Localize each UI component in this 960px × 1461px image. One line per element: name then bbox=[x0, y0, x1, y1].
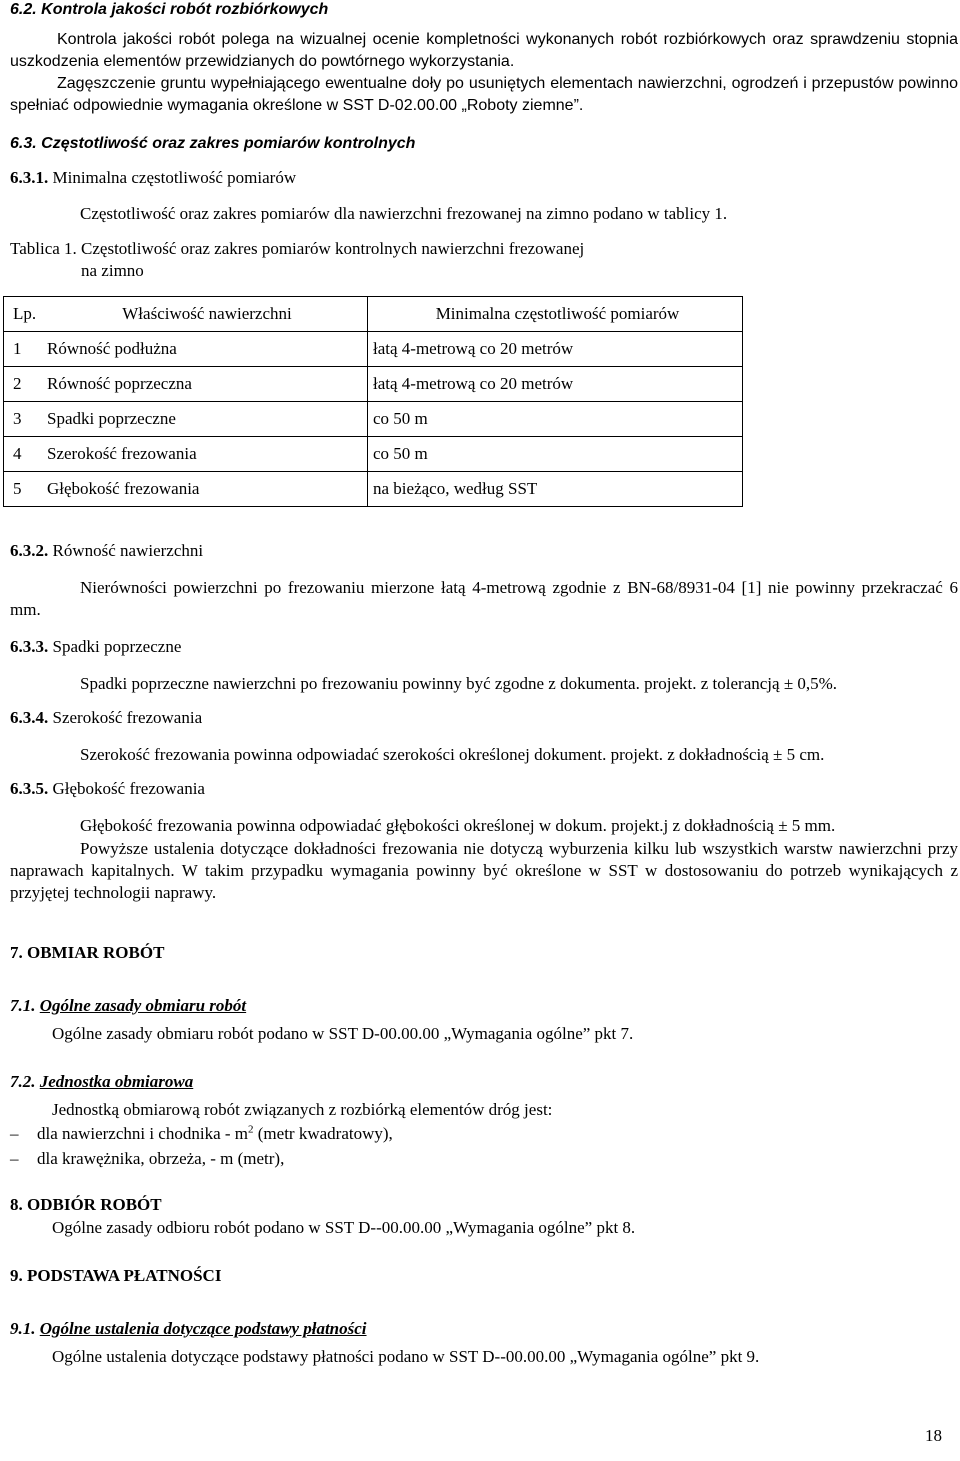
paragraph-7-1: Ogólne zasady obmiaru robót podano w SST D-00.00.00 „Wymagania ogólne” pkt 7. bbox=[52, 1024, 634, 1043]
list-item bbox=[10, 1123, 393, 1145]
heading-section-8: 8. ODBIÓR ROBÓT bbox=[10, 1195, 162, 1214]
table-caption bbox=[10, 238, 958, 282]
header-property: Właściwość nawierzchni bbox=[47, 297, 368, 332]
measurement-table bbox=[3, 296, 743, 507]
heading-section-7: 7. OBMIAR ROBÓT bbox=[10, 943, 165, 962]
cell-property: Szerokość frezowania bbox=[47, 437, 368, 472]
heading-9-1 bbox=[10, 1318, 958, 1340]
cell-lp: 3 bbox=[4, 402, 48, 437]
table-caption-label: Tablica 1. bbox=[10, 239, 77, 258]
heading-7-1 bbox=[10, 995, 958, 1017]
heading-number: 7.1. bbox=[10, 996, 36, 1015]
subheading-6-3-4 bbox=[10, 707, 958, 729]
paragraph-8: Ogólne zasady odbioru robót podano w SST D--00.00.00 „Wymagania ogólne” pkt 8. bbox=[52, 1218, 636, 1237]
subheading-number: 6.3.2. bbox=[10, 541, 49, 560]
heading-number: 9.1. bbox=[10, 1319, 36, 1338]
dash-bullet: – bbox=[10, 1124, 19, 1143]
paragraph-6-2-soil-compaction: Zagęszczenie gruntu wypełniającego ewentualne doły po usuniętych elementach nawierzchni, ogrodzeń i przepustów powinno spełniać odpowiednie wymagania określone w SST D-02.00.00 „Roboty ziemne”. bbox=[10, 75, 958, 114]
table-header-row bbox=[4, 297, 743, 332]
subheading-6-3-1 bbox=[10, 167, 958, 189]
cell-property: Równość poprzeczna bbox=[47, 367, 368, 402]
subheading-title: Minimalna częstotliwość pomiarów bbox=[52, 168, 297, 187]
heading-6-2: 6.2. Kontrola jakości robót rozbiórkowych bbox=[10, 1, 329, 18]
subheading-title: Równość nawierzchni bbox=[52, 541, 204, 560]
cell-frequency: na bieżąco, według SST bbox=[368, 472, 743, 507]
table-row bbox=[4, 472, 743, 507]
subheading-6-3-3 bbox=[10, 636, 958, 658]
table-caption-line1: Częstotliwość oraz zakres pomiarów kontrolnych nawierzchni frezowanej bbox=[81, 239, 585, 258]
subheading-number: 6.3.3. bbox=[10, 637, 49, 656]
header-lp: Lp. bbox=[4, 297, 48, 332]
cell-frequency: łatą 4-metrową co 20 metrów bbox=[368, 367, 743, 402]
paragraph-9-1: Ogólne ustalenia dotyczące podstawy płatności podano w SST D--00.00.00 „Wymagania ogólne” pkt 9. bbox=[52, 1347, 760, 1366]
subheading-number: 6.3.1. bbox=[10, 168, 49, 187]
paragraph-6-2-quality-control: Kontrola jakości robót polega na wizualnej ocenie kompletności wykonanych robót rozbiórkowych oraz sprawdzeniu stopnia uszkodzenia elementów przewidzianych do powtórnego wykorzystania. bbox=[10, 31, 958, 70]
subheading-title: Głębokość frezowania bbox=[52, 779, 205, 798]
heading-6-3: 6.3. Częstotliwość oraz zakres pomiarów kontrolnych bbox=[10, 135, 416, 152]
cell-lp: 2 bbox=[4, 367, 48, 402]
table-row bbox=[4, 367, 743, 402]
list-item-tail: (metr kwadratowy), bbox=[253, 1124, 393, 1143]
heading-7-2 bbox=[10, 1071, 958, 1093]
table-row bbox=[4, 332, 743, 367]
subheading-number: 6.3.5. bbox=[10, 779, 49, 798]
superscript: 2 bbox=[248, 1123, 254, 1136]
paragraph-6-3-1: Częstotliwość oraz zakres pomiarów dla nawierzchni frezowanej na zimno podano w tablicy 1. bbox=[80, 204, 728, 223]
cell-frequency: co 50 m bbox=[368, 437, 743, 472]
subheading-title: Szerokość frezowania bbox=[52, 708, 203, 727]
page-number: 18 bbox=[925, 1426, 942, 1445]
cell-property: Spadki poprzeczne bbox=[47, 402, 368, 437]
list-item bbox=[10, 1148, 284, 1170]
header-frequency: Minimalna częstotliwość pomiarów bbox=[368, 297, 743, 332]
table-caption-line2: na zimno bbox=[81, 261, 144, 280]
heading-number: 7.2. bbox=[10, 1072, 36, 1091]
cell-lp: 4 bbox=[4, 437, 48, 472]
subheading-title: Spadki poprzeczne bbox=[52, 637, 182, 656]
paragraph-6-3-3: Spadki poprzeczne nawierzchni po frezowaniu powinny być zgodne z dokumenta. projekt. z tolerancją ± 0,5%. bbox=[80, 674, 838, 693]
dash-bullet: – bbox=[10, 1149, 19, 1168]
heading-title: Jednostka obmiarowa bbox=[39, 1072, 194, 1091]
cell-property: Równość podłużna bbox=[47, 332, 368, 367]
cell-property: Głębokość frezowania bbox=[47, 472, 368, 507]
heading-title: Ogólne ustalenia dotyczące podstawy płatności bbox=[39, 1319, 367, 1338]
cell-frequency: co 50 m bbox=[368, 402, 743, 437]
paragraph-7-2: Jednostką obmiarową robót związanych z rozbiórką elementów dróg jest: bbox=[52, 1100, 553, 1119]
paragraph-6-3-5-note: Powyższe ustalenia dotyczące dokładności frezowania nie dotyczą wyburzenia kilku lub wszystkich warstw nawierzchni przy naprawach kapitalnych. W takim przypadku wymagania powinny być określone w SST w dostosowaniu do potrzeb wynikających z przyjętej technologii naprawy. bbox=[10, 839, 958, 902]
list-item-text: dla nawierzchni i chodnika - m bbox=[37, 1124, 249, 1143]
subheading-number: 6.3.4. bbox=[10, 708, 49, 727]
paragraph-6-3-4: Szerokość frezowania powinna odpowiadać szerokości określonej dokument. projekt. z dokładnością ± 5 cm. bbox=[80, 745, 825, 764]
cell-frequency: łatą 4-metrową co 20 metrów bbox=[368, 332, 743, 367]
heading-title: Ogólne zasady obmiaru robót bbox=[39, 996, 247, 1015]
table-row bbox=[4, 437, 743, 472]
table-row bbox=[4, 402, 743, 437]
subheading-6-3-2 bbox=[10, 540, 958, 562]
list-item-text: dla krawężnika, obrzeża, - m (metr), bbox=[37, 1149, 285, 1168]
cell-lp: 1 bbox=[4, 332, 48, 367]
paragraph-6-3-2: Nierówności powierzchni po frezowaniu mierzone łatą 4-metrową zgodnie z BN-68/8931-04 [1] nie powinny przekraczać 6 mm. bbox=[10, 578, 958, 619]
subheading-6-3-5 bbox=[10, 778, 958, 800]
heading-section-9: 9. PODSTAWA PŁATNOŚCI bbox=[10, 1266, 222, 1285]
paragraph-6-3-5-tolerance: Głębokość frezowania powinna odpowiadać głębokości określonej w dokum. projekt.j z dokładnością ± 5 mm. bbox=[80, 816, 836, 835]
cell-lp: 5 bbox=[4, 472, 48, 507]
